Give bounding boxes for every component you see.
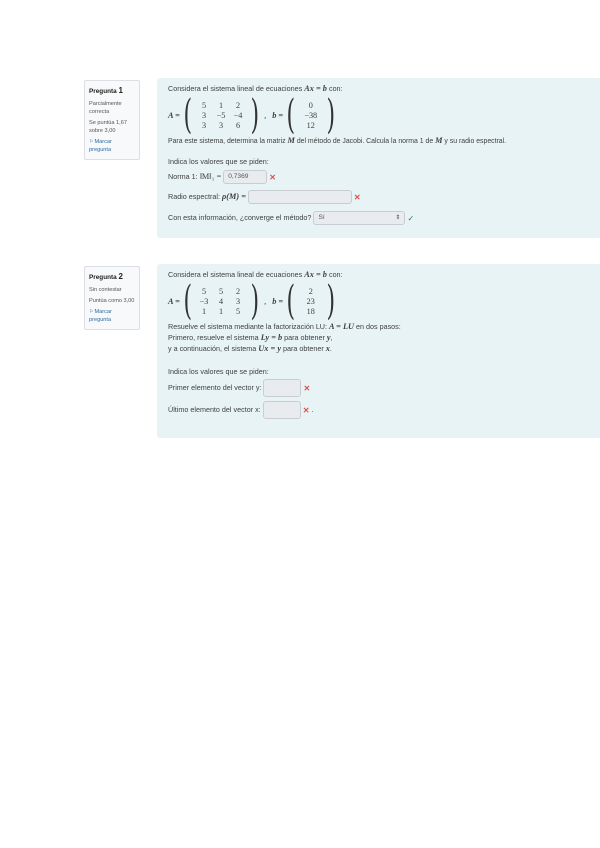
- x-icon: ✕: [353, 192, 361, 202]
- q2-vector: 2 23 18: [306, 286, 315, 316]
- q2-number: Pregunta 2: [89, 272, 123, 281]
- chevron-updown-icon: ⇕: [395, 215, 401, 221]
- q1-matrix-name: A =: [168, 110, 180, 120]
- q2-equation: A = ( 5 5 2 −3 4 3 1 1 5 ) , b = ( 2 23 18 ): [168, 278, 335, 324]
- q2-status: Sin contestar: [89, 286, 122, 293]
- q1-flag-link[interactable]: ⚐Marcar pregunta: [89, 139, 112, 154]
- q2-step1: Primero, resuelve el sistema Ly = b para obtener y,: [168, 333, 333, 342]
- q2-first-row: Primer elemento del vector y: ✕: [168, 379, 600, 397]
- q1-converge-select[interactable]: Sí ⇕: [313, 211, 405, 225]
- q1-norm-row: Norma 1: ‖M‖₁ = 0,7369 ✕: [168, 170, 600, 184]
- q1-status: Parcialmente correcta: [89, 100, 122, 115]
- q2-first-input[interactable]: [263, 379, 301, 397]
- q1-radius-input[interactable]: [248, 190, 352, 204]
- q1-number: Pregunta 1: [89, 86, 123, 95]
- q1-matrix: 5 1 2 3 −5 −4 3 3 6: [201, 100, 243, 130]
- x-icon: ✕: [269, 172, 276, 182]
- q2-flag-link[interactable]: ⚐Marcar pregunta: [89, 308, 112, 324]
- q2-last-row: Último elemento del vector x: ✕ .: [168, 401, 600, 419]
- q1-info-panel: [84, 80, 140, 160]
- flag-icon: ⚐: [89, 308, 94, 315]
- q2-last-input[interactable]: [263, 401, 301, 419]
- q1-norm-input[interactable]: 0,7369: [223, 170, 267, 184]
- flag-icon: ⚐: [89, 139, 94, 146]
- q1-description: Para este sistema, determina la matriz M del método de Jacobi. Calcula la norma 1 de M y su radio espectral.: [168, 136, 507, 145]
- q1-converge-row: Con esta información, ¿converge el método? Sí ⇕ ✓: [168, 211, 600, 225]
- q2-info-panel: [84, 266, 140, 330]
- q1-content: [157, 78, 600, 238]
- q1-vector-name: b =: [272, 110, 284, 120]
- x-icon: ✕: [302, 405, 310, 415]
- q2-step0: Resuelve el sistema mediante la factorización LU: A = LU en dos pasos:: [168, 322, 401, 331]
- q2-intro: Considera el sistema lineal de ecuaciones Ax = b con:: [168, 270, 343, 279]
- q2-score: Puntúa como 3,00: [89, 297, 135, 304]
- q1-prompt: Indica los valores que se piden:: [168, 157, 269, 166]
- q2-matrix-name: A =: [168, 296, 180, 306]
- q2-prompt: Indica los valores que se piden:: [168, 367, 269, 376]
- q1-vector: 0 −38 12: [304, 100, 318, 130]
- q2-step2: y a continuación, el sistema Ux = y para obtener x.: [168, 344, 332, 353]
- q2-vector-name: b =: [272, 296, 284, 306]
- x-icon: ✕: [303, 383, 311, 393]
- q1-intro: Considera el sistema lineal de ecuaciones Ax = b con:: [168, 84, 343, 93]
- q2-matrix: 5 5 2 −3 4 3 1 1 5: [199, 286, 241, 316]
- q1-radius-row: Radio espectral: ρ(M) = ✕: [168, 190, 600, 204]
- q1-score: Se puntúa 1,67 sobre 3,00: [89, 119, 127, 134]
- check-icon: ✓: [407, 213, 415, 223]
- q1-equation: A = ( 5 1 2 3 −5 −4 3 3 6 ) , b = ( 0 −38 12 ): [168, 92, 335, 138]
- q2-content: [157, 264, 600, 438]
